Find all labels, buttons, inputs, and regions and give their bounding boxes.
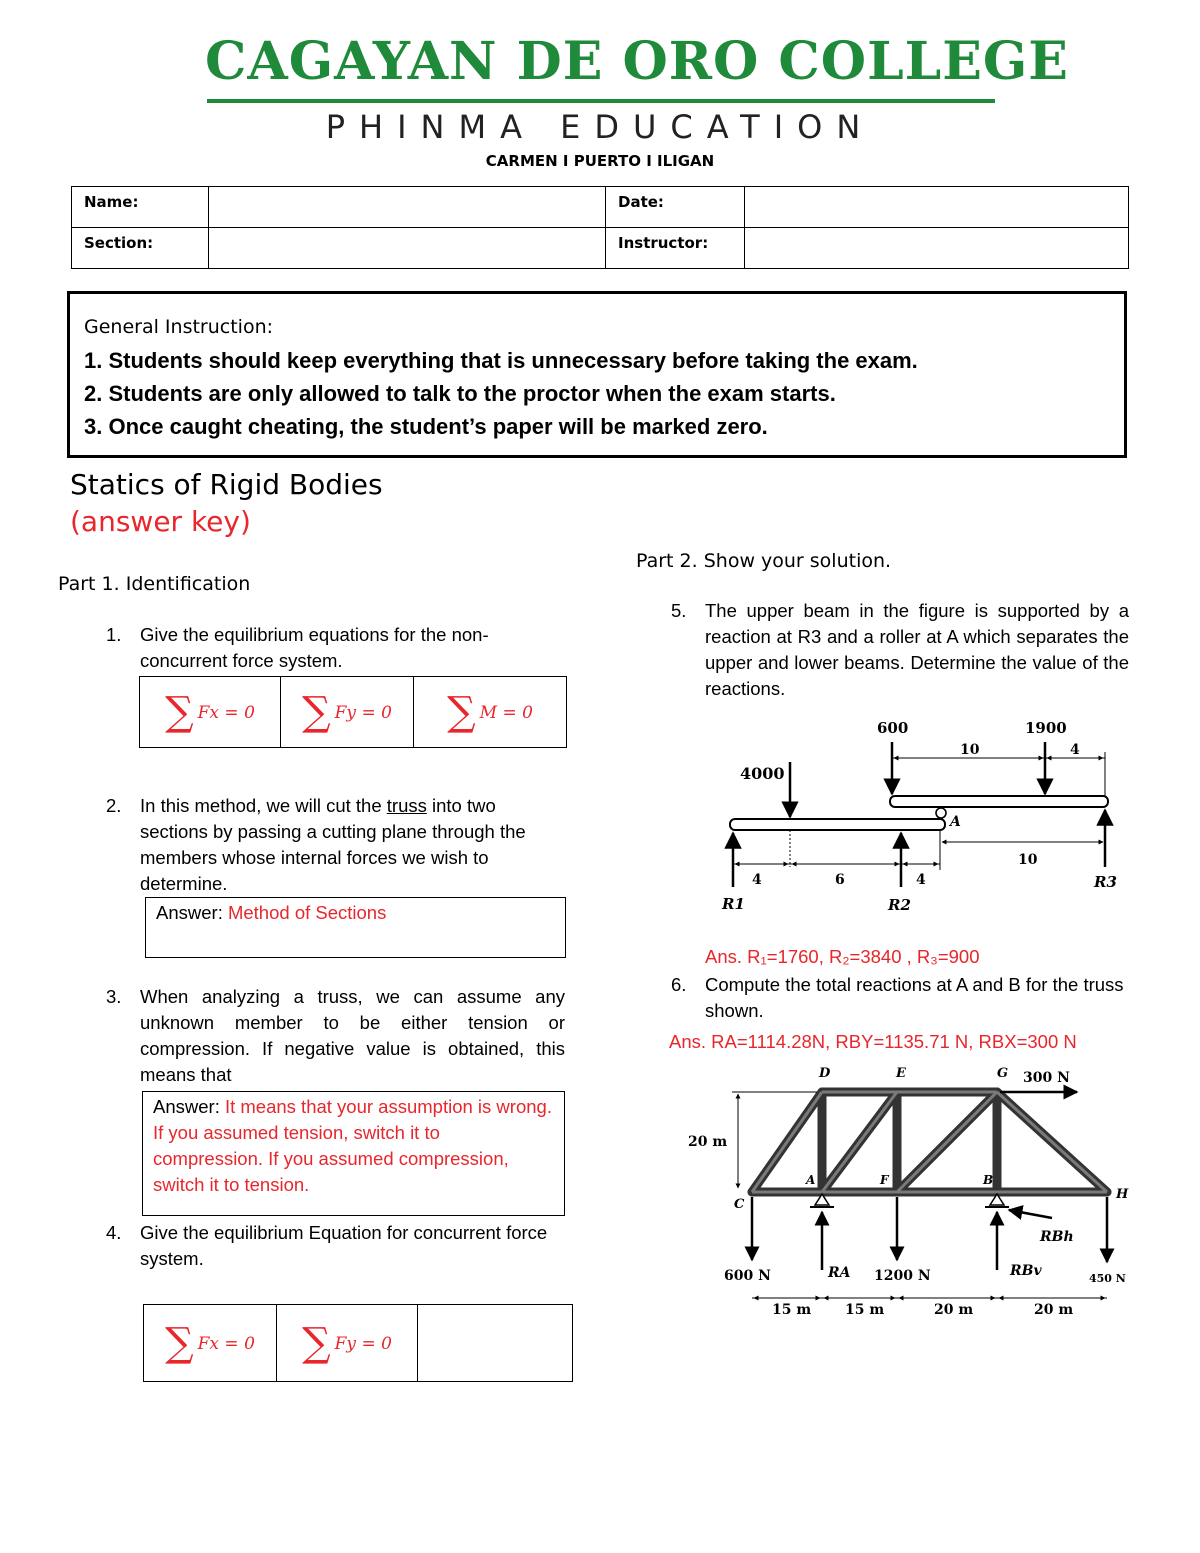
question-text: Give the equilibrium equations for the non-concurrent force system.: [140, 624, 489, 671]
question-3: [106, 984, 565, 1088]
q2-answer-box: [145, 897, 566, 958]
instruction-rule: 1. Students should keep everything that is unnecessary before taking the exam.: [84, 348, 918, 373]
force-label: 600 N: [724, 1268, 771, 1284]
campus-line: CARMEN I PUERTO I ILIGAN: [485, 152, 715, 170]
equation-cell: [144, 1305, 277, 1382]
sigma-icon: ∑: [447, 689, 476, 735]
name-field[interactable]: [209, 187, 606, 228]
span-label: 15 m: [845, 1302, 885, 1318]
question-text: Compute the total reactions at A and B for the truss shown.: [705, 974, 1124, 1021]
education-brand: PHINMA EDUCATION: [325, 108, 875, 146]
dim-label: 10: [960, 742, 980, 758]
dim-label: 4: [752, 872, 762, 888]
section-field[interactable]: [209, 228, 606, 269]
instructions-heading: General Instruction:: [84, 316, 274, 338]
span-label: 15 m: [772, 1302, 812, 1318]
answer-label: Answer:: [153, 1096, 225, 1117]
q4-equations-table: [143, 1304, 573, 1382]
college-rule: [207, 99, 995, 103]
question-number: 4.: [106, 1222, 122, 1243]
equation-cell: [281, 677, 414, 748]
instructor-label: Instructor:: [606, 228, 745, 269]
section-label: Section:: [72, 228, 209, 269]
sigma-icon: ∑: [302, 1320, 331, 1366]
node-label: B: [983, 1173, 994, 1187]
dim-label: 10: [1018, 852, 1038, 868]
reaction-label: RA: [828, 1265, 851, 1281]
equation-cell-empty: [418, 1305, 573, 1382]
sigma-icon: ∑: [302, 689, 331, 735]
truss-figure: [682, 1060, 1132, 1322]
question-4: [106, 1220, 565, 1272]
sigma-icon: ∑: [165, 1320, 194, 1366]
exam-title: Statics of Rigid Bodies: [70, 468, 383, 501]
span-label: 20 m: [1034, 1302, 1074, 1318]
force-label: 450 N: [1089, 1272, 1126, 1285]
question-number: 5.: [671, 600, 687, 621]
q1-equations-table: [139, 676, 567, 748]
equation-text: Fy = 0: [334, 1334, 392, 1354]
roller-a: [936, 808, 946, 818]
question-number: 6.: [671, 974, 687, 995]
general-instructions: [67, 291, 1127, 458]
question-2: [106, 793, 565, 897]
part1-heading: Part 1. Identification: [58, 573, 251, 595]
question-text: into two sections by passing a cutting plane through the members whose internal forces we wish to determine.: [140, 795, 526, 894]
node-label: A: [806, 1173, 816, 1187]
lower-beam: [730, 819, 945, 830]
sigma-icon: ∑: [165, 689, 194, 735]
question-5: [671, 598, 1129, 702]
answer-text: It means that your assumption is wrong. If you assumed tension, switch it to compression. If you assumed compression, switch it to tension.: [153, 1096, 552, 1195]
node-label: H: [1116, 1187, 1129, 1202]
equation-cell: [414, 677, 567, 748]
exam-subtitle: (answer key): [70, 505, 251, 538]
force-label: 1200 N: [874, 1268, 931, 1284]
node-label: E: [896, 1066, 906, 1081]
beam-figure: [720, 712, 1130, 912]
reaction-label: R3: [1094, 873, 1117, 891]
reaction-label: R1: [722, 895, 745, 912]
instruction-rule: 3. Once caught cheating, the student’s paper will be marked zero.: [84, 414, 768, 439]
height-label: 20 m: [688, 1134, 728, 1150]
upper-beam: [890, 796, 1108, 807]
question-6: [671, 972, 1129, 1024]
question-text: When analyzing a truss, we can assume any unknown member to be either tension or compression. If negative value is obtained, this means that: [140, 986, 565, 1085]
answer-text: Method of Sections: [227, 902, 387, 923]
label-a: A: [950, 814, 961, 830]
load-label: 600: [877, 719, 909, 737]
question-number: 3.: [106, 986, 122, 1007]
instruction-rule: 2. Students are only allowed to talk to the proctor when the exam starts.: [84, 381, 836, 406]
dim-label: 4: [1070, 742, 1080, 758]
load-label: 4000: [740, 764, 785, 783]
equation-text: M = 0: [479, 703, 533, 723]
instructor-field[interactable]: [745, 228, 1129, 269]
q3-answer-box: [142, 1091, 565, 1216]
underlined-term: truss: [386, 795, 427, 816]
question-1: [106, 622, 565, 674]
dim-label: 4: [916, 872, 926, 888]
node-label: G: [997, 1066, 1009, 1081]
equation-cell: [277, 1305, 418, 1382]
question-text: The upper beam in the figure is supported by a reaction at R3 and a roller at A which separates the upper and lower beams. Determine the value of the reactions.: [705, 600, 1129, 699]
college-name: CAGAYAN DE ORO COLLEGE: [205, 31, 1069, 92]
student-info-table: [71, 186, 1129, 269]
question-text: In this method, we will cut the: [140, 795, 387, 816]
question-number: 2.: [106, 795, 122, 816]
equation-text: Fx = 0: [197, 703, 255, 723]
equation-cell: [140, 677, 281, 748]
question-text: Give the equilibrium Equation for concurrent force system.: [140, 1222, 548, 1269]
dim-label: 6: [835, 872, 845, 888]
question-number: 1.: [106, 624, 122, 645]
reaction-arrow: [1009, 1210, 1052, 1218]
date-label: Date:: [606, 187, 745, 228]
q6-answer: Ans. RA=1114.28N, RBY=1135.71 N, RBX=300 N: [669, 1031, 1077, 1052]
reaction-label: RBh: [1040, 1229, 1074, 1245]
reaction-label: R2: [888, 896, 911, 912]
load-label: 1900: [1025, 719, 1067, 737]
date-field[interactable]: [745, 187, 1129, 228]
node-label: D: [819, 1066, 831, 1081]
equation-text: Fy = 0: [334, 703, 392, 723]
span-label: 20 m: [934, 1302, 974, 1318]
reaction-label: RBv: [1010, 1263, 1042, 1279]
force-label: 300 N: [1023, 1070, 1070, 1086]
node-label: F: [880, 1173, 889, 1187]
equation-text: Fx = 0: [197, 1334, 255, 1354]
name-label: Name:: [72, 187, 209, 228]
q5-answer: Ans. R₁=1760, R₂=3840 , R₃=900: [705, 946, 980, 967]
answer-label: Answer:: [156, 902, 228, 923]
part2-heading: Part 2. Show your solution.: [636, 550, 892, 572]
node-label: C: [734, 1197, 745, 1212]
